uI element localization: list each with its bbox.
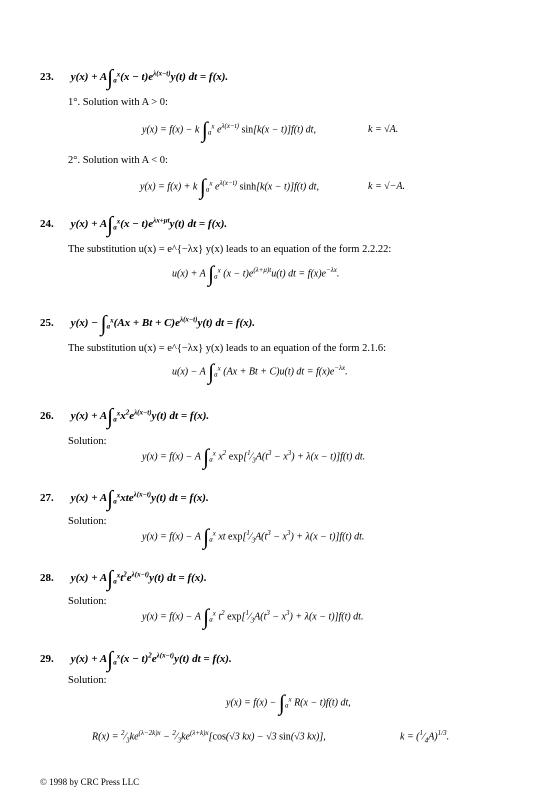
solution-formula: u(x) + A $\int_a^x$ $(x - t)e^{(\lambda+\mu)t}u(t)$ dt = $f(x)e^{-\lambda x}$. [172, 261, 340, 286]
equation-number: 26. [40, 409, 54, 422]
equation-number: 28. [40, 571, 54, 584]
equation-24-header: 24. $y(x) + A\int_a^x(x - t)e^{\lambda x+\mu t}y(t)$ dt = f(x). [40, 211, 228, 236]
equation-23-header: 23. $y(x) + A\int_a^x(x - t)e^{\lambda(x-t)}y(t)$ dt = f(x). [40, 64, 229, 89]
aside-formula: k = √A. [368, 124, 399, 135]
equation-number: 24. [40, 217, 54, 230]
solution-formula: u(x) − A $\int_a^x$ (Ax + Bt + C)u(t) dt = $f(x)e^{-\lambda x}$. [172, 359, 348, 384]
equation-number: 25. [40, 316, 54, 329]
solution-formula: y(x) = f(x) + k $\int_a^x$ $e^{\lambda(x-t)}$ sinh[k(x − t)]f(t) dt, [140, 174, 319, 199]
aside-formula: k = √−A. [368, 181, 406, 192]
equation-25-header: 25. $y(x) - \int_a^x(Ax + Bt + C)e^{\lambda(x-t)}y(t)$ dt = f(x). [40, 310, 256, 335]
equation-number: 29. [40, 652, 54, 665]
solution-formula: y(x) = f(x) − A $\int_a^x$ xt $\exp[^1⁄_3A(t^3 - x^3) + \lambda(x - t)]f(t)$ dt. [142, 524, 365, 549]
solution-label: Solution: [68, 516, 107, 527]
equation-27-header: 27. $y(x) + A\int_a^xxte^{\lambda(x-t)}y(t)$ dt = f(x). [40, 485, 209, 510]
kernel-formula: $R(x) = ^2⁄_3ke^{(\lambda-2k)x}$ − $^2⁄_3ke^{(\lambda+k)x}[\cos(√3$ kx) − √3 sin(√3 kx)], [92, 729, 326, 745]
equation-28-header: 28. $y(x) + A\int_a^xt^2e^{\lambda(x-t)}y(t)$ dt = f(x). [40, 565, 207, 590]
equation-29-header: 29. $y(x) + A\int_a^x(x - t)^2e^{\lambda(x-t)}y(t)$ dt = f(x). [40, 646, 232, 671]
equation-number: 23. [40, 70, 54, 83]
aside-formula: $k = (^1⁄_4A)^{1/3}$. [400, 729, 450, 745]
solution-label: Solution: [68, 675, 107, 686]
solution-formula: y(x) = f(x) − A $\int_a^x$ $x^2$ $\exp[^1⁄_3A(t^3 - x^3) + \lambda(x - t)]f(t)$ dt. [142, 444, 366, 469]
solution-label: Solution: [68, 436, 107, 447]
description: The substitution u(x) = e^{−λx} y(x) leads to an equation of the form 2.2.22: [68, 244, 392, 255]
solution-label: Solution: [68, 596, 107, 607]
solution-formula: y(x) = f(x) − A $\int_a^x$ $t^2$ $\exp[^1⁄_3A(t^3 - x^3) + \lambda(x - t)]f(t)$ dt. [142, 604, 364, 629]
description: The substitution u(x) = e^{−λx} y(x) leads to an equation of the form 2.1.6: [68, 343, 387, 354]
solution-formula: y(x) = f(x) − k $\int_a^x$ $e^{\lambda(x-t)}$ sin[k(x − t)]f(t) dt, [142, 117, 316, 142]
copyright-footer: © 1998 by CRC Press LLC [40, 777, 140, 787]
equation-26-header: 26. $y(x) + A\int_a^xx^2e^{\lambda(x-t)}y(t)$ dt = f(x). [40, 403, 210, 428]
solution-formula: $y(x) = f(x) - \int_a^x$ R(x − t)f(t) dt, [226, 690, 351, 715]
case-label: 2°. Solution with A < 0: [68, 155, 168, 166]
equation-number: 27. [40, 491, 54, 504]
case-label: 1°. Solution with A > 0: [68, 97, 168, 108]
